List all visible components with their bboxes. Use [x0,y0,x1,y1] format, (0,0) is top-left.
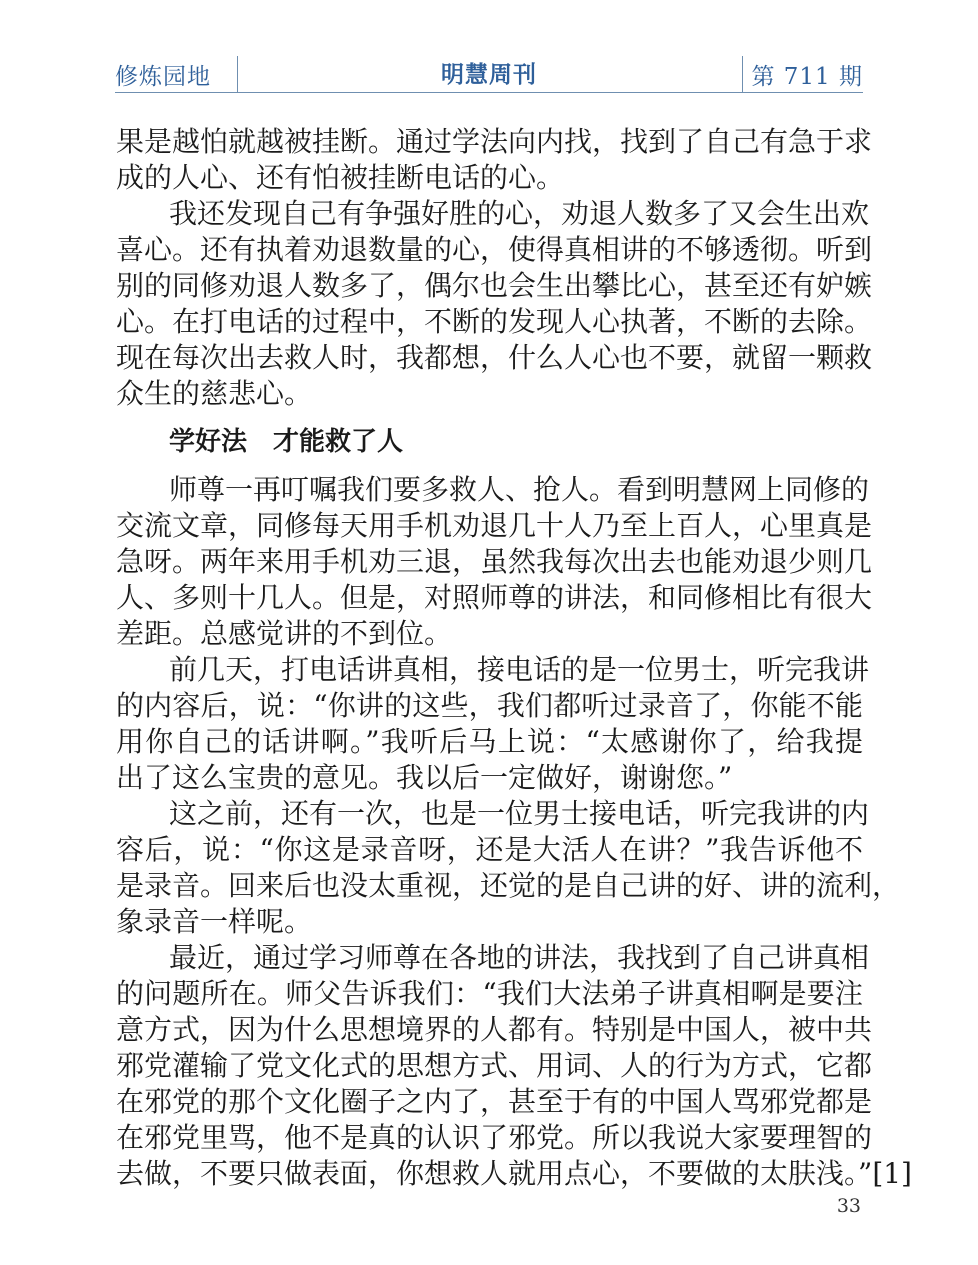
text-line: 成的人心、还有怕被挂断电话的心。 [116,161,565,194]
text-line: 现在每次出去救人时，我都想，什么人心也不要，就留一颗救 [116,341,873,374]
paragraph-1 [116,124,873,196]
text-line: 最近，通过学习师尊在各地的讲法，我找到了自己讲真相 [169,941,870,974]
page-number: 33 [836,1195,861,1217]
article-body [116,124,912,1192]
text-line: 师尊一再叮嘱我们要多救人、抢人。看到明慧网上同修的 [169,473,870,506]
text-line: 人、多则十几人。但是，对照师尊的讲法，和同修相比有很大 [116,581,873,614]
paragraph-6 [116,940,912,1192]
text-line: 去做，不要只做表面，你想救人就用点心，不要做的太肤浅。”[1] [116,1157,912,1190]
text-line: 前几天，打电话讲真相，接电话的是一位男士，听完我讲 [169,653,870,686]
paragraph-2 [116,196,873,412]
text-line: 急呀。两年来用手机劝三退，虽然我每次出去也能劝退少则几 [116,545,873,578]
text-line: 差距。总感觉讲的不到位。 [116,617,453,650]
header-divider-right [742,56,743,92]
text-line: 出了这么宝贵的意见。我以后一定做好，谢谢您。” [116,761,733,794]
publication-title: 明慧周刊 [441,62,537,88]
issue-number: 第 711 期 [751,64,863,90]
text-line: 心。在打电话的过程中，不断的发现人心执著，不断的去除。 [116,305,873,338]
text-line: 用你自己的话讲啊。”我听后马上说：“太感谢你了，给我提 [116,725,863,758]
text-line: 是录音。回来后也没太重视，还觉的是自己讲的好、讲的流利， [116,869,901,902]
text-line: 容后，说：“你这是录音呀，还是大活人在讲？”我告诉他不 [116,833,863,866]
section-title: 修炼园地 [115,64,211,90]
text-line: 果是越怕就越被挂断。通过学法向内找，找到了自己有急于求 [116,125,873,158]
text-line: 的问题所在。师父告诉我们：“我们大法弟子讲真相啊是要注 [116,977,863,1010]
text-line: 在邪党的那个文化圈子之内了，甚至于有的中国人骂邪党都是 [116,1085,873,1118]
text-line: 别的同修劝退人数多了，偶尔也会生出攀比心，甚至还有妒嫉 [116,269,873,302]
text-line: 在邪党里骂，他不是真的认识了邪党。所以我说大家要理智的 [116,1121,873,1154]
text-line: 邪党灌输了党文化式的思想方式、用词、人的行为方式，它都 [116,1049,873,1082]
text-line: 象录音一样呢。 [116,905,313,938]
text-line: 众生的慈悲心。 [116,377,313,410]
text-line: 我还发现自己有争强好胜的心，劝退人数多了又会生出欢 [169,197,870,230]
paragraph-5 [116,796,901,940]
paragraph-3 [116,472,873,652]
section-heading: 学好法 才能救了人 [169,427,404,457]
paragraph-4 [116,652,870,796]
page-header [115,50,863,93]
text-line: 意方式，因为什么思想境界的人都有。特别是中国人，被中共 [116,1013,873,1046]
text-line: 交流文章，同修每天用手机劝退几十人乃至上百人，心里真是 [116,509,873,542]
text-line: 这之前，还有一次，也是一位男士接电话，听完我讲的内 [169,797,870,830]
text-line: 喜心。还有执着劝退数量的心，使得真相讲的不够透彻。听到 [116,233,873,266]
text-line: 的内容后，说：“你讲的这些，我们都听过录音了，你能不能 [116,689,863,722]
